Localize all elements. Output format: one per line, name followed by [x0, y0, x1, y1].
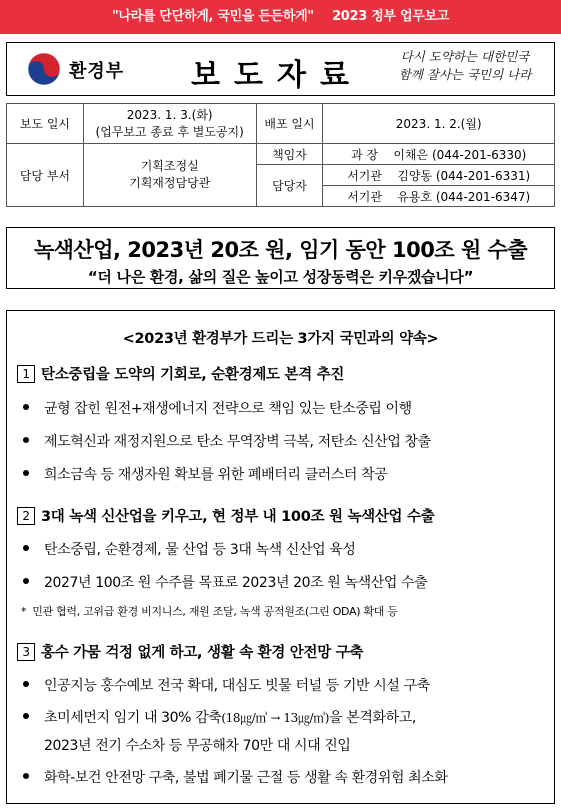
list-item — [7, 572, 554, 592]
slogan-line-2: 함께 잘사는 국민의 나라 — [398, 67, 532, 82]
bullet-icon — [23, 773, 29, 779]
org-name: 환경부 — [69, 61, 125, 82]
release-date: 2023. 1. 3.(화) — [126, 107, 213, 122]
dept-label: 담당 부서 — [7, 144, 84, 207]
top-banner — [0, 0, 561, 34]
list-item-text: 탄소중립, 순환경제, 물 산업 등 3대 녹색 신산업 육성 — [44, 542, 356, 558]
banner-slogan: "나라를 단단하게, 국민을 든든하게" — [111, 9, 314, 24]
distribute-label: 배포 일시 — [256, 104, 323, 144]
list-item — [7, 675, 554, 695]
section-title: <2023년 환경부가 드리는 3가지 국민과의 약속> — [122, 331, 439, 347]
subheadline: “더 나은 환경, 삶의 질은 높이고 성장동력은 키우겠습니다” — [87, 268, 474, 286]
list-item-text: 균형 잡힌 원전+재생에너지 전략으로 책임 있는 탄소중립 이행 — [44, 401, 412, 417]
bullet-icon — [23, 404, 29, 410]
contact-row — [323, 144, 555, 165]
list-item — [7, 398, 554, 418]
dept-cell — [83, 144, 256, 207]
doc-type-title: 보도자료 — [191, 58, 363, 93]
list-item — [7, 431, 554, 451]
section-heading-text: 홍수 가뭄 걱정 없게 하고, 생활 속 환경 안전망 구축 — [41, 645, 364, 661]
summary-box — [6, 310, 555, 804]
asterisk-icon: * — [21, 605, 27, 618]
list-item-text: 화학-보건 안전망 구축, 불법 폐기물 근절 등 생활 속 환경위험 최소화 — [44, 770, 448, 786]
list-item — [7, 707, 554, 727]
footnote-text: 민관 협력, 고위급 환경 비지니스, 재원 조달, 녹색 공적원조(그린 ODA) 확대 등 — [32, 605, 398, 618]
list-item-text: 을 본격화하고, — [329, 710, 416, 726]
section-heading — [7, 641, 554, 662]
chief-label: 책임자 — [256, 144, 323, 165]
government-slogan — [390, 48, 540, 84]
bullet-icon — [23, 578, 29, 584]
release-info-table — [6, 103, 555, 207]
contact-row — [323, 165, 555, 186]
contact-name: 유용호 — [397, 189, 433, 204]
list-item-unit-text: (18㎍/㎥ → 13㎍/㎥) — [221, 711, 330, 725]
bullet-icon — [23, 437, 29, 443]
slogan-line-1: 다시 도약하는 대한민국 — [400, 49, 530, 64]
release-label: 보도 일시 — [7, 104, 84, 144]
bullet-icon — [23, 713, 29, 719]
banner-title: 2023 정부 업무보고 — [332, 9, 450, 24]
headline-box — [6, 227, 555, 289]
contact-row — [323, 186, 555, 207]
list-item — [7, 539, 554, 559]
release-note: (업무보고 종료 후 별도공지) — [95, 124, 244, 139]
list-item-text: 제도혁신과 재정지원으로 탄소 무역장벽 극복, 저탄소 신산업 창출 — [44, 434, 431, 450]
list-item-continuation: 2023년 전기 수소차 등 무공해차 70만 대 시대 진입 — [44, 738, 351, 754]
footnote — [7, 603, 554, 619]
list-item-text: 2027년 100조 원 수주를 목표로 2023년 20조 원 녹색산업 수출 — [44, 575, 428, 591]
section-heading — [7, 363, 554, 384]
section-number: 3 — [17, 643, 35, 661]
list-item-text: 인공지능 홍수예보 전국 확대, 대심도 빗물 터널 등 기반 시설 구축 — [44, 678, 430, 694]
contact-role: 서기관 — [347, 168, 382, 183]
list-item — [7, 767, 554, 787]
list-item-text: 희소금속 등 재생자원 확보를 위한 폐배터리 클러스터 착공 — [44, 467, 388, 483]
contact-role: 서기관 — [347, 189, 382, 204]
contact-phone: (044-201-6331) — [435, 168, 531, 183]
section-number: 1 — [17, 365, 35, 383]
dept-1: 기획조정실 — [140, 159, 199, 173]
section-heading — [7, 505, 554, 526]
dept-2: 기획재정담당관 — [129, 176, 211, 190]
list-item-text: 초미세먼지 임기 내 30% 감축 — [44, 710, 222, 726]
contact-role: 과 장 — [351, 147, 379, 162]
section-heading-text: 3대 녹색 신산업을 키우고, 현 정부 내 100조 원 녹색산업 수출 — [41, 509, 435, 525]
list-item — [7, 464, 554, 484]
section-number: 2 — [17, 507, 35, 525]
section-heading-text: 탄소중립을 도약의 기회로, 순환경제도 본격 추진 — [41, 367, 345, 383]
staff-label: 담당자 — [256, 165, 323, 207]
headline: 녹색산업, 2023년 20조 원, 임기 동안 100조 원 수출 — [33, 238, 528, 262]
contact-name: 이채은 — [393, 147, 429, 162]
ministry-logo-icon — [27, 52, 61, 86]
contact-phone: (044-201-6330) — [431, 147, 527, 162]
distribute-date: 2023. 1. 2.(월) — [323, 104, 555, 144]
bullet-icon — [23, 681, 29, 687]
contact-phone: (044-201-6347) — [435, 189, 531, 204]
release-cell — [83, 104, 256, 144]
bullet-icon — [23, 545, 29, 551]
contact-name: 김양동 — [397, 168, 433, 183]
press-header — [6, 42, 555, 96]
bullet-icon — [23, 470, 29, 476]
